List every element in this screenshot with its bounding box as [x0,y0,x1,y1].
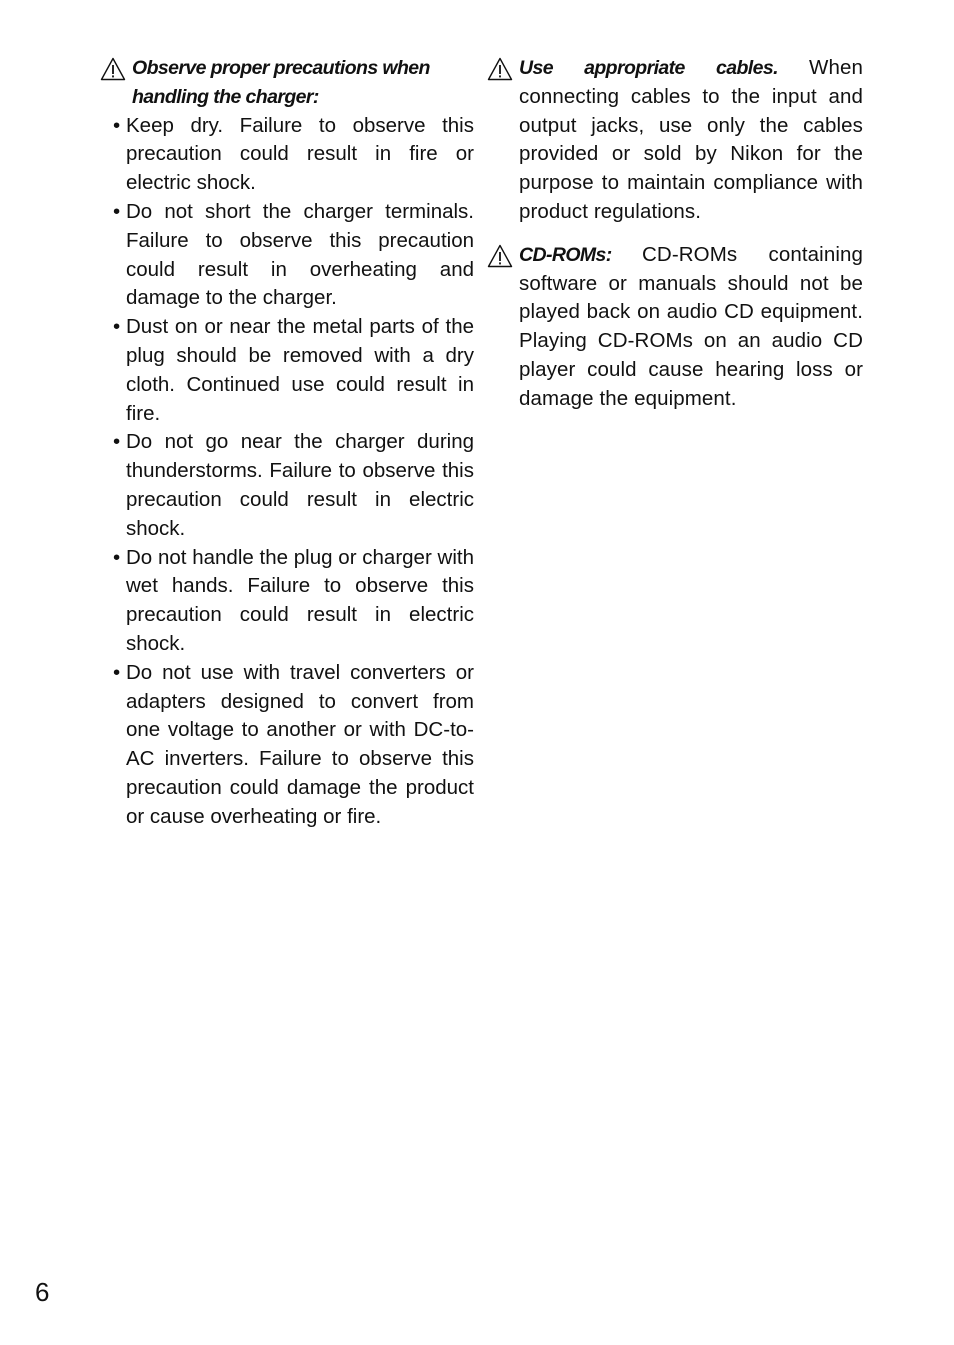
list-item-text: Do not short the charger terminals. Failure to observe this precaution could result in overheating and damage to the charger. [126,199,474,310]
page-number: 6 [35,1277,50,1307]
list-item-text: Do not use with travel converters or adapters designed to convert from one voltage to another or with DC-to-AC inverters. Failure to observe this precaution could damage the product or cause overheating or fire. [126,660,474,828]
list-item-text: Do not go near the charger during thunderstorms. Failure to observe this precaution could result in electric shock. [126,430,474,540]
right-column [487,54,863,414]
cdroms-heading: CD-ROMs: [519,243,643,266]
charger-precautions-list [100,112,474,832]
bullet-icon: • [113,113,121,137]
cdroms-section [487,241,863,414]
warning-triangle-icon [100,57,126,81]
list-item-text: Dust on or near the metal parts of the plug should be removed with a dry cloth. Continued use could result in fire. [126,315,474,425]
bullet-icon: • [113,545,121,569]
list-item-text: Do not handle the plug or charger with wet hands. Failure to observe this precaution could result in electric shock. [126,545,474,655]
list-item-text: Keep dry. Failure to observe this precaution could result in fire or electric shock. [126,113,474,195]
cables-section [487,54,863,227]
charger-precautions-heading: Observe proper precautions when handling the charger: [132,57,430,108]
list-item [113,544,474,659]
list-item [113,112,474,198]
list-item [113,659,474,832]
list-item [113,313,474,428]
bullet-icon: • [113,199,121,223]
bullet-icon: • [113,660,121,684]
left-column [100,54,474,832]
bullet-icon: • [113,430,121,454]
charger-precautions-section [100,54,474,112]
list-item [113,428,474,543]
bullet-icon: • [113,315,121,339]
list-item [113,198,474,313]
warning-triangle-icon [487,57,513,81]
warning-triangle-icon [487,244,513,268]
cables-body: When connecting cables to the input and output jacks, use only the cables provided or sold by Nikon for the purpose to maintain compliance with product regulations. [519,56,863,223]
cables-heading: Use appropriate cables. [519,57,810,79]
cdroms-body: CD-ROMs containing software or manuals should not be played back on audio CD equipment. Playing CD-ROMs on an audio CD player could cause hearing loss or damage the equipment. [519,242,863,410]
